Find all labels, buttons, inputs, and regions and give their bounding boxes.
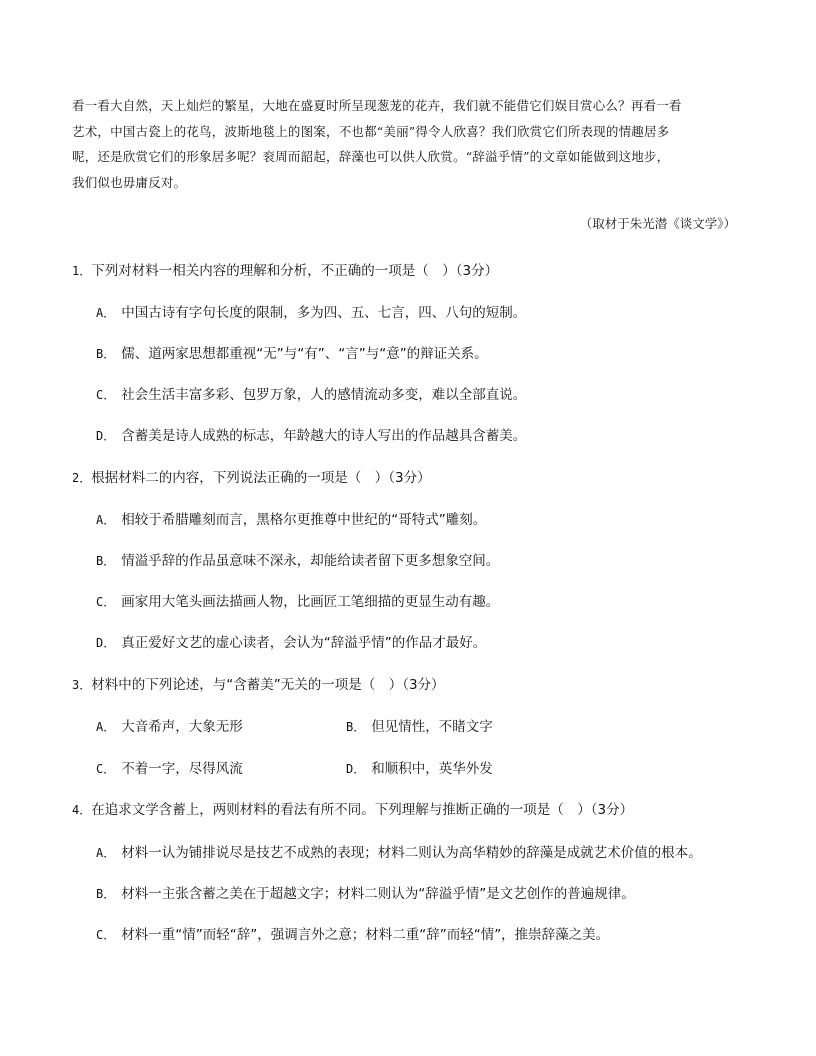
question-number: 1． bbox=[72, 264, 92, 278]
question-1-option-c[interactable] bbox=[96, 383, 526, 403]
option-text: 画家用大笔头画法描画人物，比画匠工笔细描的更显生动有趣。 bbox=[121, 594, 500, 610]
passage-line: 艺术，中国古瓷上的花鸟，波斯地毯上的图案，不也都“美丽”得令人欣喜？我们欣赏它们所表现的情趣居多 bbox=[72, 123, 670, 139]
option-text: 中国古诗有字句长度的限制，多为四、五、七言，四、八句的短制。 bbox=[121, 305, 527, 321]
question-1-option-d[interactable] bbox=[96, 424, 526, 444]
passage-source: （取材于朱光潜《谈文学》） bbox=[579, 216, 736, 231]
question-2-option-d[interactable] bbox=[96, 631, 486, 651]
option-text: 含蓄美是诗人成熟的标志，年龄越大的诗人写出的作品越具含蓄美。 bbox=[121, 428, 527, 444]
option-text: 大音希声，大象无形 bbox=[121, 719, 243, 735]
option-text: 材料一认为铺排说尽是技艺不成熟的表现；材料二则认为高华精妙的辞藻是成就艺术价值的根本。 bbox=[121, 845, 702, 861]
option-text: 和顺积中，英华外发 bbox=[371, 761, 493, 777]
question-3-option-c[interactable] bbox=[96, 757, 243, 777]
question-4-option-a[interactable] bbox=[96, 841, 702, 861]
question-text: 根据材料二的内容，下列说法正确的一项是（ ）（3分） bbox=[91, 470, 431, 486]
question-text: 下列对材料一相关内容的理解和分析，不正确的一项是（ ）（3分） bbox=[91, 263, 499, 279]
option-letter: C． bbox=[96, 928, 116, 942]
option-letter: D． bbox=[346, 762, 366, 776]
question-4 bbox=[72, 798, 633, 818]
option-text: 真正爱好文艺的虚心读者，会认为“辞溢乎情”的作品才最好。 bbox=[121, 635, 487, 651]
option-text: 材料一主张含蓄之美在于超越文字；材料二则认为“辞溢乎情”是文艺创作的普遍规律。 bbox=[121, 886, 635, 902]
option-letter: C． bbox=[96, 388, 116, 402]
option-text: 不着一字，尽得风流 bbox=[121, 761, 243, 777]
passage-line: 看一看大自然，天上灿烂的繁星，大地在盛夏时所呈现葱茏的花卉，我们就不能借它们娱目赏心么？再看一看 bbox=[72, 98, 682, 113]
question-number: 4． bbox=[72, 803, 92, 817]
question-number: 2． bbox=[72, 471, 92, 485]
option-letter: C． bbox=[96, 595, 116, 609]
question-2-option-c[interactable] bbox=[96, 590, 499, 610]
option-letter: C． bbox=[96, 762, 116, 776]
question-1-option-b[interactable] bbox=[96, 342, 488, 362]
question-2 bbox=[72, 466, 431, 486]
option-text: 社会生活丰富多彩、包罗万象，人的感情流动多变，难以全部直说。 bbox=[121, 387, 527, 403]
option-text: 情溢乎辞的作品虽意味不深永，却能给读者留下更多想象空间。 bbox=[121, 553, 500, 569]
question-2-option-a[interactable] bbox=[96, 508, 486, 528]
option-letter: B． bbox=[346, 720, 366, 734]
option-letter: B． bbox=[96, 347, 116, 361]
question-3-option-a[interactable] bbox=[96, 715, 243, 735]
question-3 bbox=[72, 673, 445, 693]
passage-text bbox=[72, 93, 748, 195]
option-text: 相较于希腊雕刻而言，黑格尔更推尊中世纪的“哥特式”雕刻。 bbox=[121, 512, 487, 528]
question-1 bbox=[72, 259, 498, 279]
question-text: 材料中的下列论述，与“含蓄美”无关的一项是（ ）（3分） bbox=[91, 677, 445, 693]
option-letter: D． bbox=[96, 636, 116, 650]
passage-line: 我们似也毋庸反对。 bbox=[72, 174, 187, 190]
question-number: 3． bbox=[72, 678, 92, 692]
option-letter: D． bbox=[96, 429, 116, 443]
passage-line: 呢，还是欣赏它们的形象居多呢？衮周而韶起，辞藻也可以供人欣赏。“辞溢乎情”的文章如能做到这地步， bbox=[72, 149, 670, 164]
question-2-option-b[interactable] bbox=[96, 549, 499, 569]
option-letter: B． bbox=[96, 887, 116, 901]
option-text: 但见情性，不睹文字 bbox=[371, 719, 493, 735]
question-3-option-b[interactable] bbox=[346, 715, 493, 735]
question-1-option-a[interactable] bbox=[96, 301, 526, 321]
option-text: 儒、道两家思想都重视“无”与“有”、“言”与“意”的辩证关系。 bbox=[121, 346, 488, 362]
option-text: 材料一重“情”而轻“辞”，强调言外之意；材料二重“辞”而轻“情”，推崇辞藻之美。 bbox=[121, 927, 610, 943]
option-letter: A． bbox=[96, 720, 116, 734]
option-letter: A． bbox=[96, 306, 116, 320]
question-4-option-c[interactable] bbox=[96, 923, 609, 943]
question-3-option-d[interactable] bbox=[346, 757, 493, 777]
option-letter: B． bbox=[96, 554, 116, 568]
option-letter: A． bbox=[96, 846, 116, 860]
question-text: 在追求文学含蓄上，两则材料的看法有所不同。下列理解与推断正确的一项是（ ）（3分） bbox=[91, 802, 634, 818]
question-4-option-b[interactable] bbox=[96, 882, 635, 902]
option-letter: A． bbox=[96, 513, 116, 527]
